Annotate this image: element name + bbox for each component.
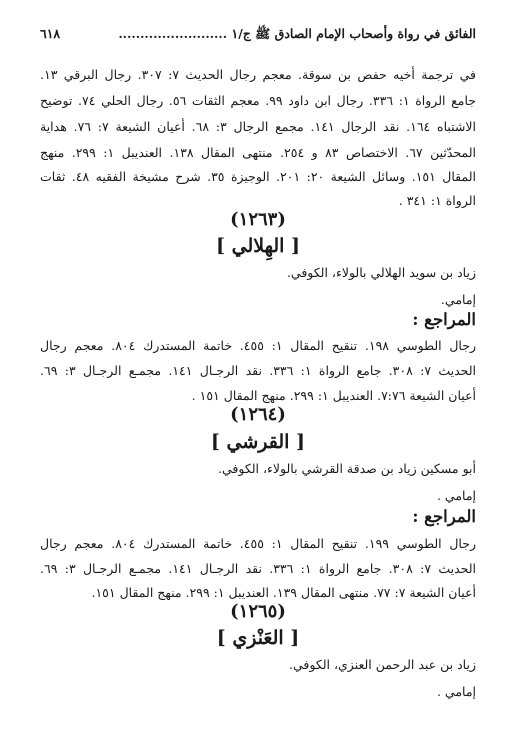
reference-line: رجال الطوسي ١٩٩. تنقيح المقال ١: ٤٥٥. خاتمة المستدرك ٨٠٤. معجم رجال (40, 536, 476, 551)
entry-name-line: زياد بن سويد الهلالي بالولاء، الكوفي. (286, 265, 476, 280)
intro-line: في ترجمة أخيه حفص بن سوقة. معجم رجال الحديث ٧: ٣٠٧. رجال البرقي ١٣. (40, 67, 476, 82)
intro-line: المقال ١٥١. وسائل الشيعة ٢٠: ٢٠١. الوجيزة ٣٥. شرح مشيخة الفقيه ٤٨. ثقات (40, 169, 476, 184)
reference-line: أعيان الشيعة ٧:٧٦. العنديبل ١: ٢٩٩. منهج المقال ١٥١ . (191, 388, 476, 403)
running-header (40, 26, 476, 44)
reference-line: الحديث ٧: ٣٠٨. جامع الرواة ١: ٣٣٦. نقد الرجـال ١٤١. مجمـع الرجـال ٣: ٦٩. (40, 363, 476, 378)
entry-name-line: زياد بن عبد الرحمن العنزي، الكوفي. (289, 657, 476, 672)
running-title: الفائق في رواة وأصحاب الإمام الصادق ﷺ ج/١ ......................... (118, 26, 476, 41)
references-heading: المراجع : (412, 507, 476, 526)
page-number: ٦١٨ (40, 26, 61, 41)
entry-number: (١٢٦٥) (230, 601, 286, 622)
reference-line: أعيان الشيعة ٧: ٧٧. منتهى المقال ١٣٩. العنديبل ١: ٢٩٩. منهج المقال ١٥١. (91, 585, 476, 600)
entry-sect: إمامي. (440, 292, 476, 307)
intro-line: المحدّثين ٦٧. الاختصاص ٨٣ و ٢٥٤. منتهى المقال ١٣٨. العنديبل ١: ٢٩٩. منهج (40, 145, 476, 160)
references-heading: المراجع : (412, 310, 476, 329)
entry-title: [ القرشي ] (210, 431, 306, 453)
entry-title: [ العَنْزي ] (216, 627, 300, 649)
reference-line: رجال الطوسي ١٩٨. تنقيح المقال ١: ٤٥٥. خاتمة المستدرك ٨٠٤. معجم رجال (40, 338, 476, 353)
entry-name-line: أبو مسكين زياد بن صدقة القرشي بالولاء، الكوفي. (218, 461, 476, 476)
entry-title: [ الهِلالي ] (216, 235, 300, 257)
entry-sect: إمامي . (436, 684, 476, 699)
reference-line: الحديث ٧: ٣٠٨. جامع الرواة ١: ٣٣٦. نقد الرجـال ١٤١. مجمـع الرجـال ٣: ٦٩. (40, 561, 476, 576)
entry-number: (١٢٦٤) (230, 404, 286, 425)
entry-sect: إمامي . (436, 488, 476, 503)
intro-line: الرواة ١: ٣٤١ . (398, 193, 476, 208)
intro-line: جامع الرواة ١: ٣٣٦. رجال ابن داود ٩٩. معجم الثقات ٥٦. رجال الحلي ٧٤. توضيح (40, 93, 476, 108)
intro-line: الاشتباه ١٦٤. نقد الرجال ١٤١. مجمع الرجال ٣: ٦٨. أعيان الشيعة ٧: ٧٦. هداية (40, 119, 476, 134)
entry-number: (١٢٦٣) (230, 209, 286, 230)
